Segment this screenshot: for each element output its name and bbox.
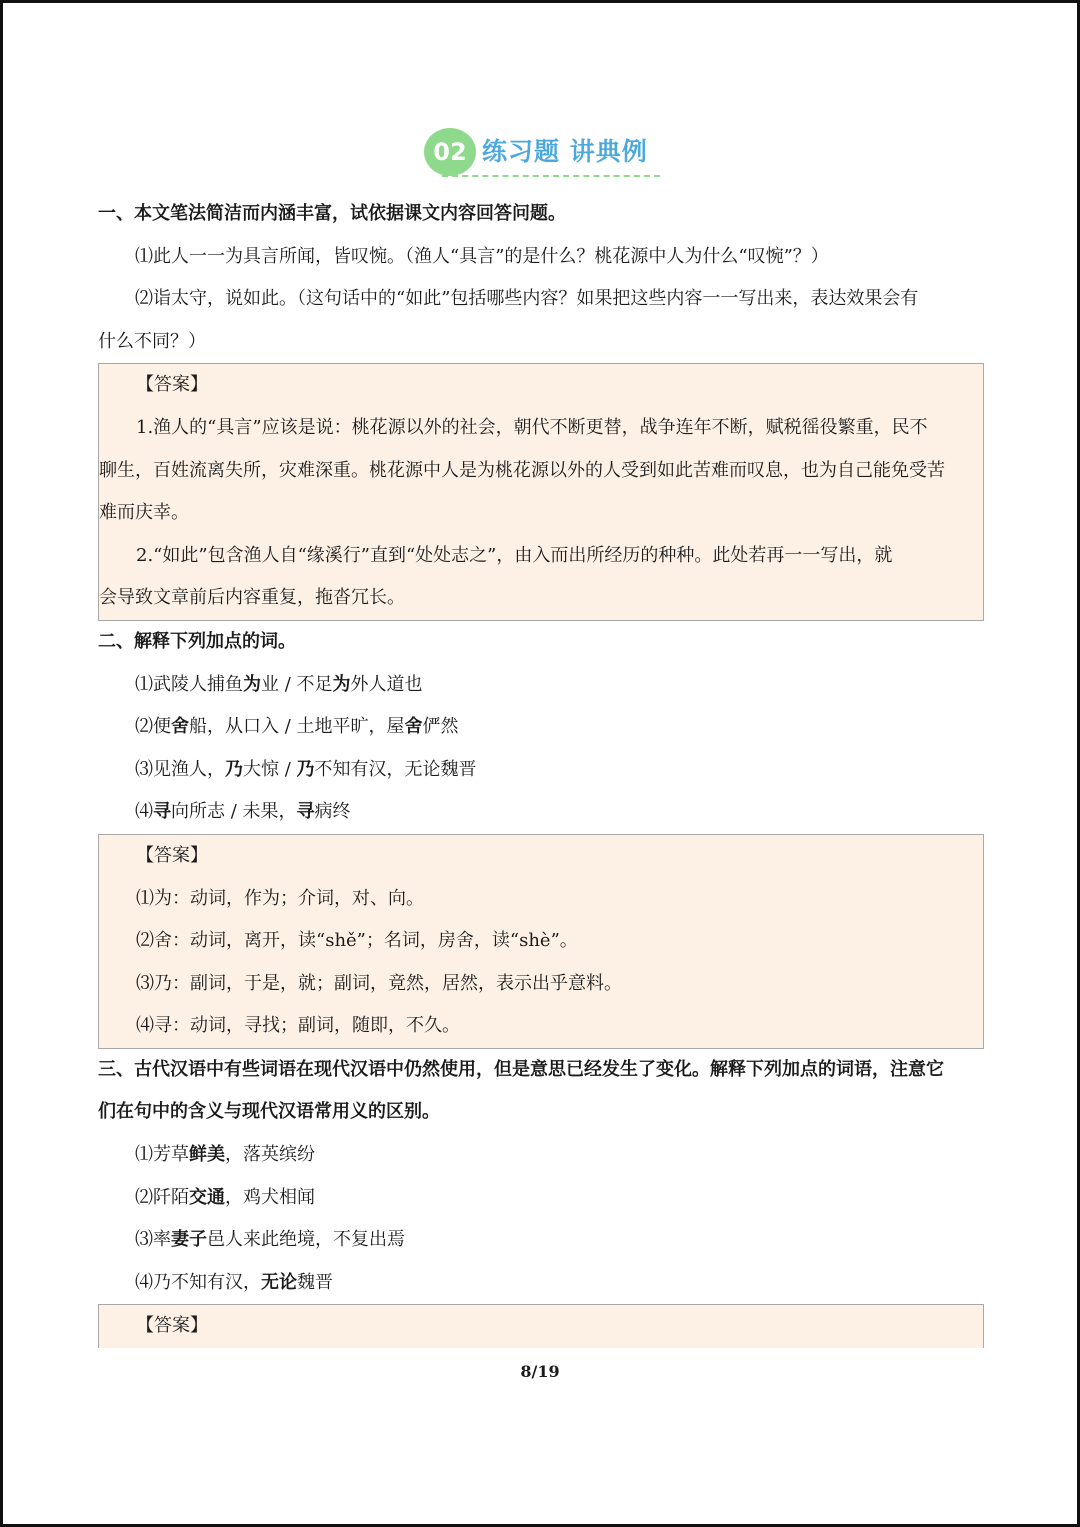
dotted-word: 乃 xyxy=(225,758,243,780)
answer-label: 【答案】 xyxy=(136,374,208,396)
question-2-item-4: ⑷寻向所志 / 未果，寻病终 xyxy=(135,801,351,823)
dotted-word: 无论 xyxy=(261,1271,297,1293)
answer-2-line-3: ⑶乃：副词，于是，就；副词，竟然，居然，表示出乎意料。 xyxy=(136,972,622,994)
page-number: 8/19 xyxy=(520,1362,560,1381)
dotted-word: 为 xyxy=(332,673,351,695)
question-3-item-4: ⑷乃不知有汉，无论魏晋 xyxy=(135,1271,333,1293)
question-1-item-1: ⑴此人一一为具言所闻，皆叹惋。（渔人“具言”的是什么？桃花源中人为什么“叹惋”？） xyxy=(135,245,829,267)
section-header xyxy=(420,128,670,188)
section-title: 练习题 讲典例 xyxy=(482,137,648,166)
dotted-word: 寻 xyxy=(153,801,171,823)
dotted-word: 鲜美 xyxy=(189,1144,225,1166)
answer-1-para-1: 1.渔人的“具言”应该是说：桃花源以外的社会，朝代不断更替，战争连年不断，赋税徭役繁重，民不 xyxy=(136,416,928,438)
answer-1-para-1-end: 难而庆幸。 xyxy=(99,502,189,524)
answer-box-3 xyxy=(98,1304,984,1348)
dotted-word: 舍 xyxy=(404,716,423,738)
dotted-word: 寻 xyxy=(296,801,315,823)
question-3-heading-cont: 们在句中的含义与现代汉语常用义的区别。 xyxy=(98,1101,440,1123)
answer-1-para-1-cont: 聊生，百姓流离失所，灾难深重。桃花源中人是为桃花源以外的人受到如此苦难而叹息，也为自己能免受苦 xyxy=(99,459,945,481)
answer-1-para-2: 2.“如此”包含渔人自“缘溪行”直到“处处志之”，由入而出所经历的种种。此处若再一一写出，就 xyxy=(136,544,893,566)
answer-2-line-1: ⑴为：动词，作为；介词，对、向。 xyxy=(136,887,424,909)
question-1-item-2: ⑵诣太守，说如此。（这句话中的“如此”包括哪些内容？如果把这些内容一一写出来，表达效果会有 xyxy=(135,288,919,310)
section-number-badge: 02 xyxy=(424,128,476,176)
question-1-heading: 一、本文笔法简洁而内涵丰富，试依据课文内容回答问题。 xyxy=(98,203,566,224)
answer-2-line-4: ⑷寻：动词，寻找；副词，随即，不久。 xyxy=(136,1015,460,1037)
question-3-item-2: ⑵阡陌交通，鸡犬相闻 xyxy=(135,1186,315,1208)
question-2-heading: 二、解释下列加点的词。 xyxy=(98,630,296,652)
answer-box-2 xyxy=(98,834,984,1049)
dotted-word: 妻子 xyxy=(171,1229,207,1251)
header-underline xyxy=(442,175,660,177)
question-1-item-2-cont: 什么不同？） xyxy=(98,330,206,352)
dotted-word: 交通 xyxy=(189,1186,225,1208)
answer-1-para-2-cont: 会导致文章前后内容重复，拖沓冗长。 xyxy=(99,587,405,609)
question-3-heading: 三、古代汉语中有些词语在现代汉语中仍然使用，但是意思已经发生了变化。解释下列加点的词语，注意它 xyxy=(98,1058,944,1080)
dotted-word: 为 xyxy=(243,673,261,695)
document-body xyxy=(98,193,984,1348)
question-2-item-3: ⑶见渔人，乃大惊 / 乃不知有汉，无论魏晋 xyxy=(135,758,477,780)
dotted-word: 舍 xyxy=(171,716,189,738)
dotted-word: 乃 xyxy=(296,758,315,780)
answer-2-line-2: ⑵舍：动词，离开，读“shě”；名词，房舍，读“shè”。 xyxy=(136,930,578,952)
question-3-item-1: ⑴芳草鲜美，落英缤纷 xyxy=(135,1144,315,1166)
answer-box-1 xyxy=(98,363,984,621)
question-3-item-3: ⑶率妻子邑人来此绝境，不复出焉 xyxy=(135,1229,405,1251)
answer-label: 【答案】 xyxy=(136,844,208,866)
answer-label: 【答案】 xyxy=(136,1315,208,1337)
question-2-item-2: ⑵便舍船，从口入 / 土地平旷，屋舍俨然 xyxy=(135,716,459,738)
question-2-item-1: ⑴武陵人捕鱼为业 / 不足为外人道也 xyxy=(135,673,423,695)
